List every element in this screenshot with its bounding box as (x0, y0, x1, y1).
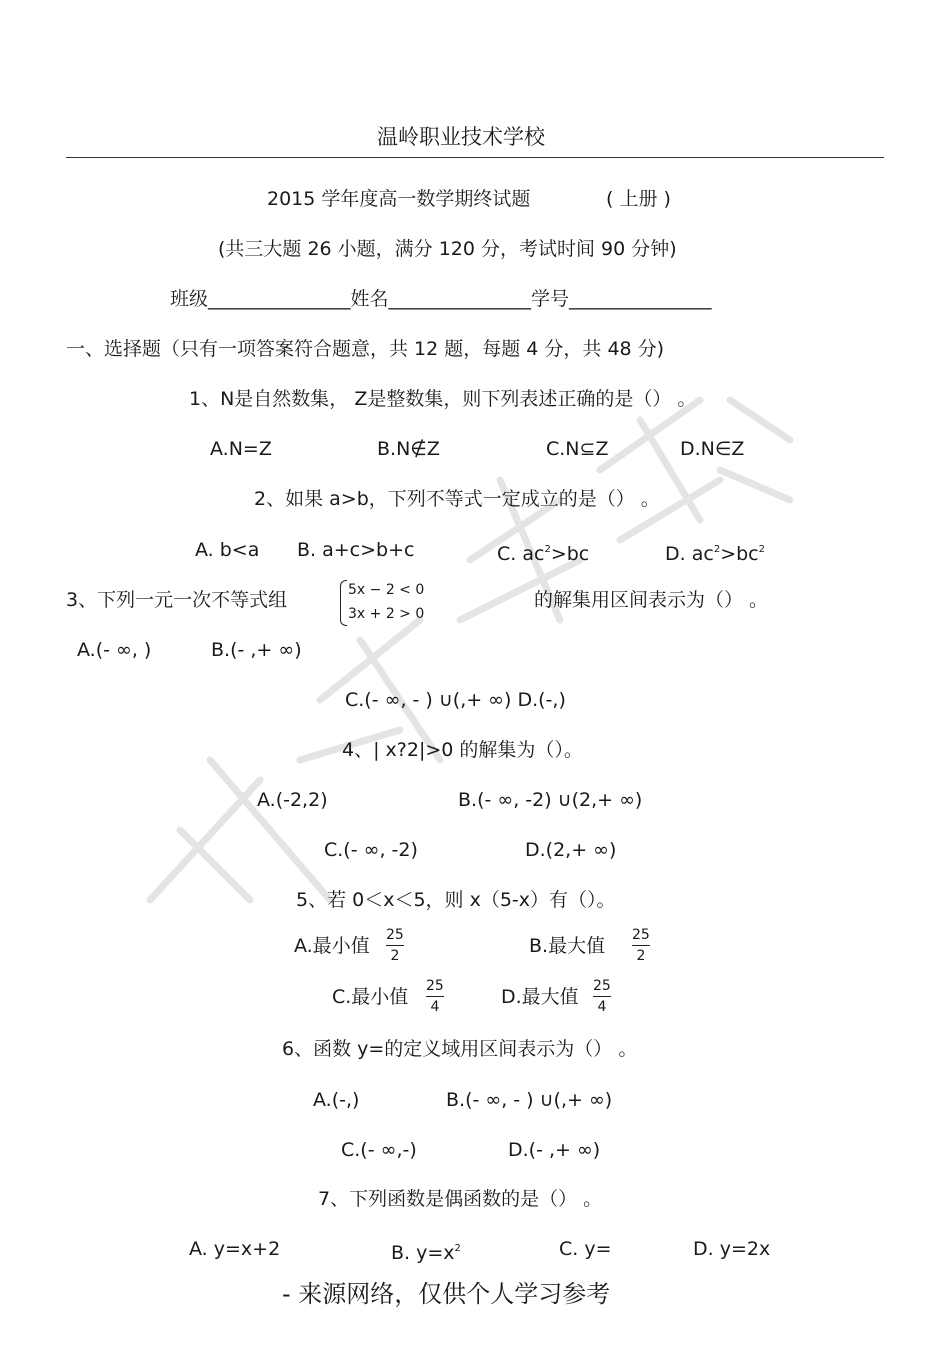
exam-note: (共三大题 26 小题，满分 120 分，考试时间 90 分钟) (218, 238, 677, 260)
q5-option-c: C.最小值 (332, 986, 409, 1008)
q3-option-a: A.(- ∞, ) (77, 639, 152, 661)
school-name: 温岭职业技术学校 (377, 125, 545, 149)
q1-option-d: D.N∈Z (680, 438, 745, 460)
exam-volume: ( 上册 ) (606, 188, 671, 210)
student-info-line: 班级_______________姓名_______________学号_______________ (170, 288, 712, 310)
q2-option-a: A. b<a (195, 539, 260, 561)
q3-inequality-system (340, 578, 424, 626)
q6-option-a: A.(-,) (313, 1089, 360, 1111)
q2-option-b: B. a+c>b+c (297, 539, 415, 561)
brace-icon (340, 580, 347, 626)
q4-stem: 4、| x?2|>0 的解集为（）。 (342, 739, 583, 761)
q5-fraction-b: 25 2 (632, 927, 650, 964)
q4-option-c: C.(- ∞, -2) (324, 839, 418, 861)
q3-row2: 3x + 2 > 0 (348, 606, 425, 622)
q5-option-b: B.最大值 (529, 935, 606, 957)
q2-option-d: D. $ac^2>bc^2$ (665, 543, 765, 565)
q5-option-d: D.最大值 (501, 986, 579, 1008)
q1-option-a: A.N=Z (210, 438, 272, 460)
q1-option-b: B.N∉Z (377, 438, 440, 460)
q5-option-a: A.最小值 (294, 935, 370, 957)
q1-stem: 1、N是自然数集， Z是整数集，则下列表述正确的是（） 。 (189, 388, 697, 410)
q2-stem: 2、如果 a>b，下列不等式一定成立的是（） 。 (254, 488, 660, 510)
q4-option-a: A.(-2,2) (257, 789, 328, 811)
q5-fraction-d: 25 4 (593, 978, 611, 1015)
q1-option-c: C.N⊆Z (546, 438, 609, 460)
q3-option-b: B.(- ,+ ∞) (211, 639, 302, 661)
q6-option-d: D.(- ,+ ∞) (508, 1139, 601, 1161)
q3-row1: 5x − 2 < 0 (348, 582, 425, 598)
q4-option-b: B.(- ∞, -2) ∪(2,+ ∞) (458, 789, 643, 811)
q5-fraction-c: 25 4 (426, 978, 444, 1015)
q2-option-c: C. $ac^2>bc$ (497, 543, 590, 565)
q7-stem: 7、下列函数是偶函数的是（） 。 (318, 1188, 603, 1210)
q7-option-a: A. y=x+2 (189, 1238, 281, 1260)
q3-tail: 的解集用区间表示为（） 。 (534, 589, 769, 611)
q6-stem: 6、函数 y=的定义域用区间表示为（） 。 (282, 1038, 638, 1060)
q7-option-b: B. $y=x^2$ (391, 1242, 461, 1264)
exam-title: 2015 学年度高一数学期终试题 (267, 188, 531, 210)
q5-fraction-a: 25 2 (386, 927, 404, 964)
q4-option-d: D.(2,+ ∞) (525, 839, 617, 861)
q3-stem: 3、下列一元一次不等式组 (66, 589, 288, 611)
q3-option-cd: C.(- ∞, - ) ∪(,+ ∞) D.(-,) (345, 689, 566, 711)
q7-option-d: D. y=2x (693, 1238, 771, 1260)
q5-stem: 5、若 0＜x＜5，则 x（5-x）有（）。 (296, 889, 616, 911)
footer-note: - 来源网络，仅供个人学习参考 (282, 1280, 611, 1308)
header-rule (66, 157, 884, 158)
section1-heading: 一、选择题（只有一项答案符合题意，共 12 题，每题 4 分，共 48 分) (66, 338, 665, 360)
q6-option-b: B.(- ∞, - ) ∪(,+ ∞) (446, 1089, 613, 1111)
q7-option-c: C. y= (559, 1238, 612, 1260)
q6-option-c: C.(- ∞,-) (341, 1139, 417, 1161)
